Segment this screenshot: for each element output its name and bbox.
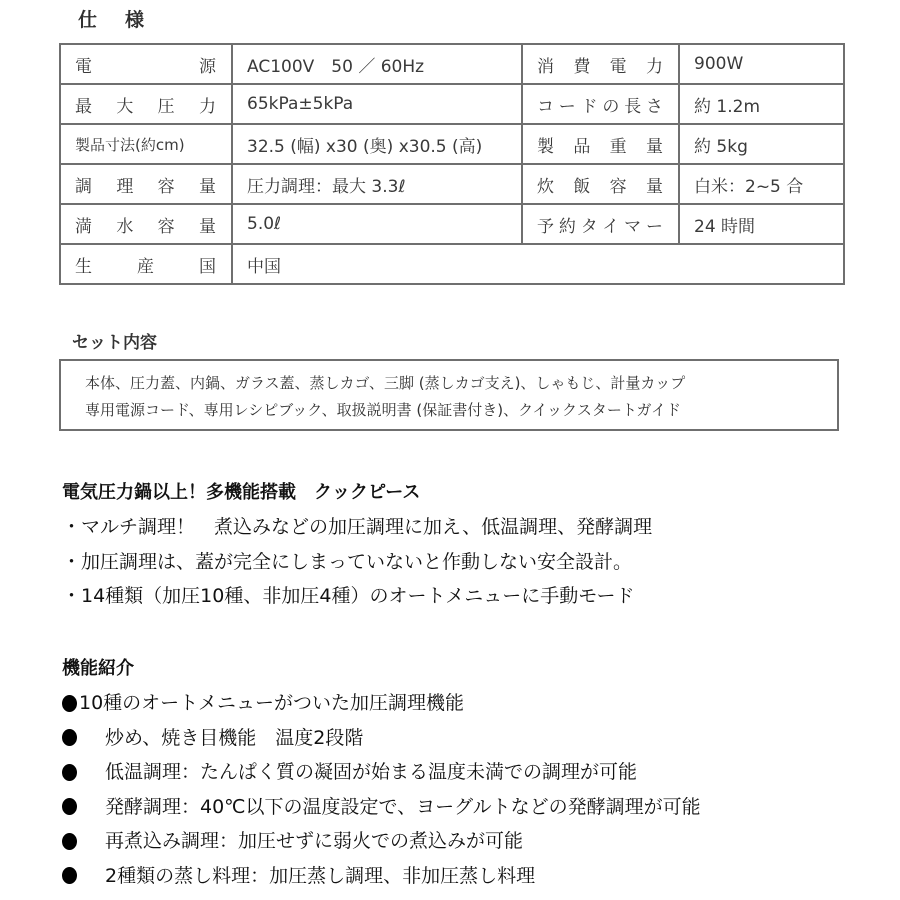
- functions-title: 機能紹介: [62, 658, 134, 679]
- function-text: 2種類の蒸し料理：加圧蒸し調理、非加圧蒸し料理: [105, 864, 536, 887]
- spec-value: 約 5kg: [679, 124, 844, 164]
- feature-item: ・加圧調理は、蓋が完全にしまっていないと作動しない安全設計。: [62, 550, 633, 573]
- spec-label: 電源: [60, 44, 232, 84]
- bullet-icon: [62, 798, 77, 815]
- bullet-icon: [62, 764, 77, 781]
- spec-label: 満水容量: [60, 204, 232, 244]
- spec-label: 消費電力: [522, 44, 679, 84]
- bullet-icon: [62, 833, 77, 850]
- spec-value: 24 時間: [679, 204, 844, 244]
- spec-label: 調理容量: [60, 164, 232, 204]
- spec-label: 最大圧力: [60, 84, 232, 124]
- function-item: [62, 755, 701, 790]
- spec-row: [60, 244, 844, 284]
- spec-value: 圧力調理：最大 3.3ℓ: [232, 164, 522, 204]
- function-item: [62, 859, 701, 894]
- bullet-icon: [62, 729, 77, 746]
- spec-label: 予約タイマー: [522, 204, 679, 244]
- function-item: [62, 824, 701, 859]
- features-title: 電気圧力鍋以上！多機能搭載 クックピース: [62, 482, 421, 503]
- set-contents-title: セット内容: [72, 333, 157, 353]
- spec-row: [60, 204, 844, 244]
- spec-row: [60, 44, 844, 84]
- set-contents-line: 本体、圧力蓋、内鍋、ガラス蓋、蒸しカゴ、三脚 (蒸しカゴ支え)、しゃもじ、計量カップ: [85, 374, 686, 392]
- spec-value: 白米：2~5 合: [679, 164, 844, 204]
- set-contents-box: [59, 359, 839, 431]
- function-text: 10種のオートメニューがついた加圧調理機能: [79, 692, 464, 714]
- spec-value: 32.5 (幅) x30 (奥) x30.5 (高): [232, 124, 522, 164]
- spec-label: 炊飯容量: [522, 164, 679, 204]
- function-text: 再煮込み調理：加圧せずに弱火での煮込みが可能: [105, 830, 524, 852]
- spec-row: [60, 164, 844, 204]
- function-text: 発酵調理：40℃以下の温度設定で、ヨーグルトなどの発酵調理が可能: [105, 795, 701, 818]
- spec-value: 約 1.2m: [679, 84, 844, 124]
- spec-value: 65kPa±5kPa: [232, 84, 522, 124]
- spec-value: 5.0ℓ: [232, 204, 522, 244]
- spec-label: 製品重量: [522, 124, 679, 164]
- functions-list: [62, 686, 701, 893]
- features-list: [62, 510, 652, 614]
- spec-value: 900W: [679, 44, 844, 84]
- spec-label: 製品寸法(約cm): [60, 124, 232, 164]
- function-text: 炒め、焼き目機能 温度2段階: [105, 726, 364, 749]
- function-item: [62, 686, 701, 721]
- spec-label: 生産国: [60, 244, 232, 284]
- spec-table: [59, 43, 845, 285]
- spec-value: 中国: [232, 244, 844, 284]
- spec-row: [60, 84, 844, 124]
- function-item: [62, 721, 701, 756]
- bullet-icon: [62, 867, 77, 884]
- feature-item: ・マルチ調理！ 煮込みなどの加圧調理に加え、低温調理、発酵調理: [62, 516, 653, 538]
- function-text: 低温調理：たんぱく質の凝固が始まる温度未満での調理が可能: [105, 761, 638, 783]
- spec-value: AC100V 50 ／ 60Hz: [232, 44, 522, 84]
- set-contents-line: 専用電源コード、専用レシピブック、取扱説明書 (保証書付き)、クイックスタートガイド: [85, 401, 682, 419]
- bullet-icon: [62, 695, 77, 712]
- spec-label: コードの長さ: [522, 84, 679, 124]
- feature-item: ・14種類（加圧10種、非加圧4種）のオートメニューに手動モード: [62, 585, 635, 607]
- function-item: [62, 790, 701, 825]
- spec-row: [60, 124, 844, 164]
- spec-title: 仕様: [78, 9, 173, 31]
